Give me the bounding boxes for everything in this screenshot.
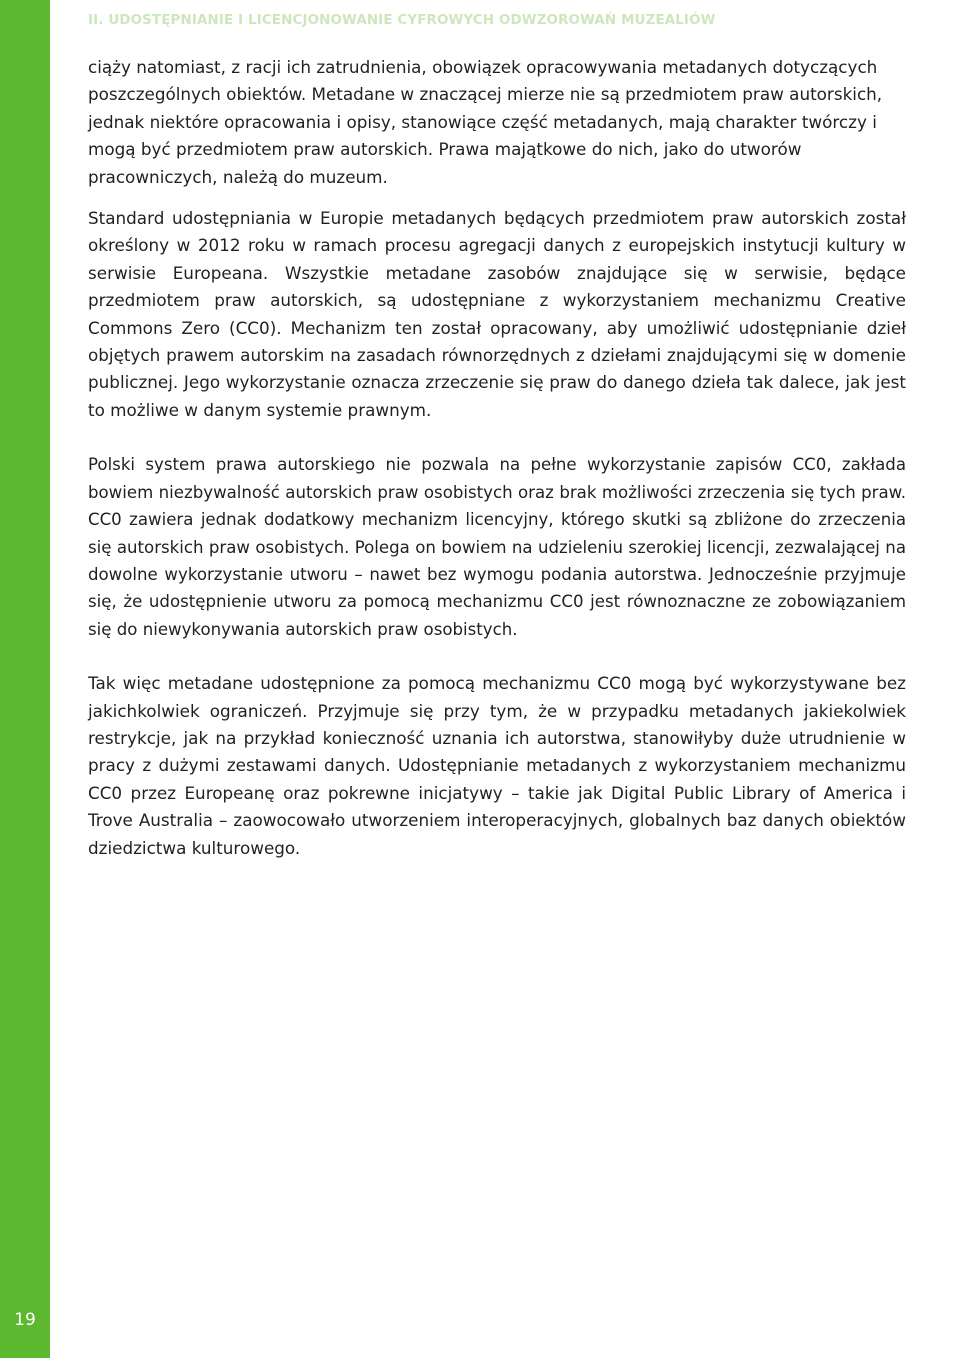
running-header: II. UDOSTĘPNIANIE I LICENCJONOWANIE CYFROWYCH ODWZOROWAŃ MUZEALIÓW xyxy=(88,13,716,28)
page-body xyxy=(88,54,906,889)
page-number: 19 xyxy=(14,1310,36,1330)
paragraph-3: Polski system prawa autorskiego nie pozwala na pełne wykorzystanie zapisów CC0, zakłada bowiem niezbywalność autorskich praw osobistych oraz brak możliwości zrzeczenia się tych praw. CC0 zawiera jednak dodatkowy mechanizm licencyjny, którego skutki są zbliżone do zrzeczenia się autorskich praw osobistych. Polega on bowiem na udzieleniu szerokiej licencji, zezwalającej na dowolne wykorzystanie utworu – nawet bez wymogu podania autorstwa. Jednocześnie przyjmuje się, że udostępnienie utworu za pomocą mechanizmu CC0 jest równoznaczne ze zobowiązaniem się do niewykonywania autorskich praw osobistych. xyxy=(88,455,906,639)
paragraph-1: ciąży natomiast, z racji ich zatrudnienia, obowiązek opracowywania metadanych dotyczących poszczególnych obiektów. Metadane w znaczącej mierze nie są przedmiotem praw autorskich, jednak niektóre opracowania i opisy, stanowiące część metadanych, mają charakter twórczy i mogą być przedmiotem praw autorskich. Prawa majątkowe do nich, jako do utworów pracowniczych, należą do muzeum. xyxy=(88,57,883,187)
green-side-bar xyxy=(0,0,50,1358)
paragraph-4: Tak więc metadane udostępnione za pomocą mechanizmu CC0 mogą być wykorzystywane bez jakichkolwiek ograniczeń. Przyjmuje się przy tym, że w przypadku metadanych jakiekolwiek restrykcje, jak na przykład konieczność uznania ich autorstwa, stanowiłyby duże utrudnienie w pracy z dużymi zestawami danych. Udostępnianie metadanych z wykorzystaniem mechanizmu CC0 przez Europeanę oraz pokrewne inicjatywy – takie jak Digital Public Library of America i Trove Australia – zaowocowało utworzeniem interoperacyjnych, globalnych baz danych obiektów dziedzictwa kulturowego. xyxy=(88,673,906,858)
paragraph-2: Standard udostępniania w Europie metadanych będących przedmiotem praw autorskich został określony w 2012 roku w ramach procesu agregacji danych z europejskich instytucji kultury w serwisie Europeana. Wszystkie metadane zasobów znajdujące się w serwisie, będące przedmiotem praw autorskich, są udostępniane z wykorzystaniem mechanizmu Creative Commons Zero (CC0). Mechanizm ten został opracowany, aby umożliwić udostępnianie dzieł objętych prawem autorskim na zasadach równorzędnych z dziełami znajdującymi się w domenie publicznej. Jego wykorzystanie oznacza zrzeczenie się praw do danego dzieła tak dalece, jak jest to możliwe w danym systemie prawnym. xyxy=(88,208,906,420)
